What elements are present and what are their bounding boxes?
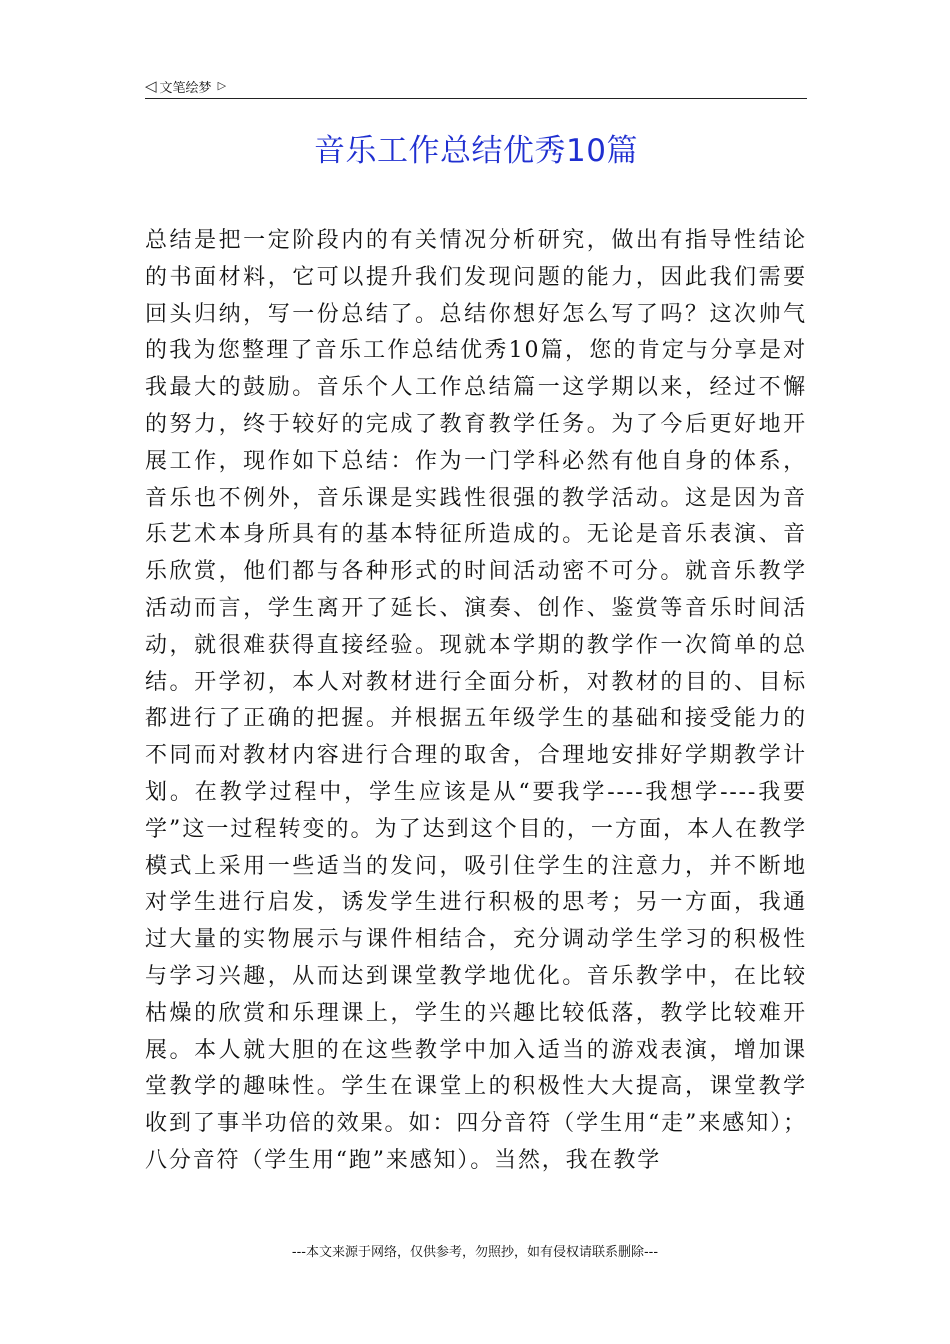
footer-disclaimer: ---本文来源于网络，仅供参考，勿照抄，如有侵权请联系删除--- [291, 1245, 659, 1260]
header-divider [145, 98, 807, 99]
document-header [145, 74, 807, 98]
right-triangle-icon: ▷ [217, 79, 227, 92]
document-title: 音乐工作总结优秀10篇 [314, 133, 638, 169]
body-paragraph: 总结是把一定阶段内的有关情况分析研究，做出有指导性结论的书面材料，它可以提升我们发现问题的能力，因此我们需要回头归纳，写一份总结了。总结你想好怎么写了吗？这次帅气的我为您整理了音乐工作总结优秀10篇，您的肯定与分享是对我最大的鼓励。音乐个人工作总结篇一这学期以来，经过不懈的努力，终于较好的完成了教育教学任务。为了今后更好地开展工作，现作如下总结：作为一门学科必然有他自身的体系，音乐也不例外，音乐课是实践性很强的教学活动。这是因为音乐艺术本身所具有的基本特征所造成的。无论是音乐表演、音乐欣赏，他们都与各种形式的时间活动密不可分。就音乐教学活动而言，学生离开了延长、演奏、创作、鉴赏等音乐时间活动，就很难获得直接经验。现就本学期的教学作一次简单的总结。开学初，本人对教材进行全面分析，对教材的目的、目标都进行了正确的把握。并根据五年级学生的基础和接受能力的不同而对教材内容进行合理的取舍，合理地安排好学期教学计划。在教学过程中，学生应该是从“要我学----我想学----我要学”这一过程转变的。为了达到这个目的，一方面，本人在教学模式上采用一些适当的发问，吸引住学生的注意力，并不断地对学生进行启发，诱发学生进行积极的思考；另一方面，我通过大量的实物展示与课件相结合，充分调动学生学习的积极性与学习兴趣，从而达到课堂教学地优化。音乐教学中，在比较枯燥的欣赏和乐理课上，学生的兴趣比较低落，教学比较难开展。本人就大胆的在这些教学中加入适当的游戏表演，增加课堂教学的趣味性。学生在课堂上的积极性大大提高，课堂教学收到了事半功倍的效果。如：四分音符（学生用“走”来感知）；八分音符（学生用“跑”来感知）。当然，我在教学 [145, 228, 807, 1173]
left-triangle-icon: ◁ [145, 77, 157, 95]
brand-name: 文笔绘梦 [159, 80, 212, 96]
